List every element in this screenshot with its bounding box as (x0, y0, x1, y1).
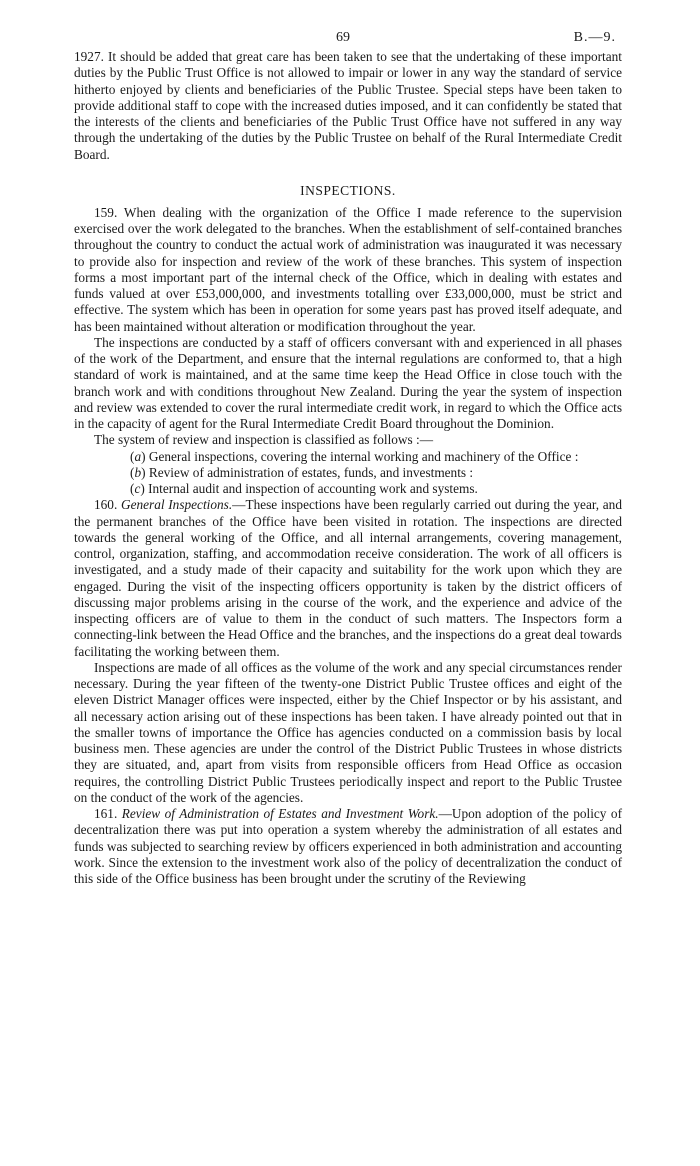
list-marker: a (134, 448, 142, 464)
paragraph-161 (74, 806, 622, 887)
paragraph-text: —Upon adoption of the policy of decentralization there was put into operation a system whereby the administration of all estates and funds was subjected to searching review by officers experienced in both administration and accounting work. Since the extension to the investment work also of the policy of decentralization the conduct of this side of the Office business has been brought under the scrutiny of the Reviewing (74, 806, 622, 886)
paragraph-text: —These inspections have been regularly carried out during the year, and the permanent branches of the Office have been visited in rotation. The inspections are directed towards the general working of the Office, and all internal arrangements, covering management, control, organization, staffing, and accommodation receive consideration. The work of all officers is investigated, and a study made of their capacity and suitability for the work upon which they are engaged. During the visit of the inspecting officers opportunity is taken by the district officers of discussing major problems arising in the course of the work, and the experience and advice of the inspecting officers are of value to them in the conduct of such matters. The Inspectors form a connecting-link between the Head Office and the branches, and the inspections do a great deal towards facilitating the working between them. (74, 497, 622, 659)
paragraph-inspections-conducted: The inspections are conducted by a staff of officers conversant with and experienced in all phases of the work of the Department, and ensure that the internal regulations are conformed to, that a high standard of work is maintained, and at the same time keep the Head Office in close touch with the branch work and with conditions throughout New Zealand. During the year the system of inspection and review was extended to cover the rural intermediate credit work, in regard to which the Office acts in the capacity of agent for the Rural Intermediate Credit Board throughout the Dominion. (74, 334, 622, 431)
section-heading: INSPECTIONS. (300, 182, 396, 198)
list-item-text: Internal audit and inspection of accounting work and systems. (148, 481, 478, 496)
page-header (74, 0, 622, 46)
paragraph-title: General Inspections. (120, 497, 233, 513)
paragraph-number: 160. (94, 497, 118, 513)
intro-paragraph: 1927. It should be added that great care has been taken to see that the undertaking of these important duties by the Public Trust Office is not allowed to impair or lower in any way the standard of service hitherto enjoyed by clients and beneficiaries of the Public Trustee. Special steps have been taken to provide additional staff to cope with the increased duties imposed, and it can confidently be stated that the interests of the clients and beneficiaries of the Public Trust Office have not suffered in any way through the undertaking of the duties by the Public Trustee on behalf of the Rural Intermediate Credit Board. (74, 49, 622, 162)
classification-item-b: (b) Review of administration of estates, funds, and investments : (130, 464, 474, 480)
paragraph-160 (74, 497, 622, 660)
classification-item-a: (a) General inspections, covering the internal working and machinery of the Office : (130, 448, 579, 464)
document-reference: B.—9. (573, 30, 616, 45)
paragraph-system-classified: The system of review and inspection is classified as follows :— (94, 432, 433, 448)
paragraph-title: Review of Administration of Estates and Investment Work. (121, 806, 439, 821)
paragraph-inspections-made: Inspections are made of all offices as the volume of the work and any special circumstances render necessary. During the year fifteen of the twenty-one District Public Trustee offices and eight of the eleven District Manager offices were inspected, either by the Chief Inspector or by his assistant, and all necessary action arising out of these inspections has been taken. I have already pointed out that in the smaller towns of importance the Office has agencies conducted on a commission basis by local business men. These agencies are under the control of the District Public Trustees in whose districts they are situated, and, apart from visits from responsible officers from Head Office as occasion requires, the controlling District Public Trustees periodically inspect and report to the Public Trustee on the conduct of the work of the agencies. (74, 659, 622, 805)
paragraph-number: 161. (94, 806, 118, 821)
classification-item-c: (c) Internal audit and inspection of accounting work and systems. (130, 481, 478, 496)
page-number: 69 (336, 30, 350, 45)
list-item-text: General inspections, covering the internal working and machinery of the Office : (148, 448, 579, 464)
list-marker: b (134, 464, 142, 480)
list-item-text: Review of administration of estates, funds, and investments : (148, 464, 474, 480)
list-marker: c (134, 481, 141, 496)
paragraph-159: 159. When dealing with the organization of the Office I made reference to the supervision exercised over the work delegated to the branches. When the establishment of self-contained branches throughout the country to conduct the actual work of administration was inaugurated it was necessary to provide also for inspection and review of the work of these branches. This system of inspection forms a most important part of the internal check of the Office, which in dealing with estates and funds valued at over £53,000,000, and investments totalling over £33,000,000, must be strict and effective. The system which has been in operation for some years past has proved itself adequate, and has been maintained without alteration or modification throughout the year. (74, 204, 622, 334)
